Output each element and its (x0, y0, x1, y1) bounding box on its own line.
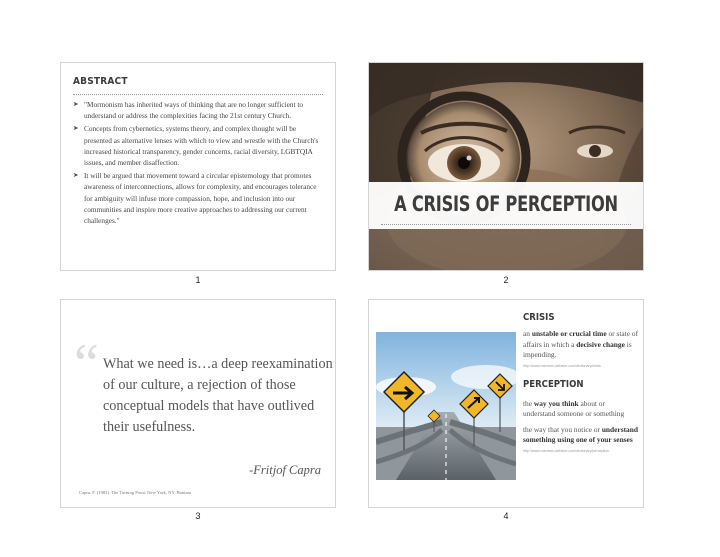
def-text: or state of affairs in which a (523, 329, 639, 349)
def-emphasis: understand something using one of your senses (523, 424, 638, 444)
perception-definition-2 (523, 425, 639, 446)
bullet-item (73, 123, 321, 168)
bullet-item (73, 170, 321, 226)
perception-source-link[interactable]: http://www.merriam-webster.com/dictionary/perception (523, 448, 610, 453)
slide-number: 3 (195, 511, 201, 521)
def-emphasis: way you think (533, 398, 579, 408)
slide-number: 1 (195, 275, 201, 285)
def-text: the way that you notice or (523, 424, 602, 434)
magnifying-glass-photo (369, 63, 644, 271)
bullet-item (73, 99, 321, 121)
quote-mark-icon: “ (74, 333, 99, 395)
slide-definitions[interactable] (368, 299, 644, 508)
arrow-bullet-icon: ➤ (73, 124, 79, 133)
quote-text: What we need is…a deep reexamination of our culture, a rejection of those conceptual models that have outlived their usefulness. (103, 356, 333, 435)
arrow-bullet-icon: ➤ (73, 171, 79, 180)
arrow-bullet-icon: ➤ (73, 100, 79, 108)
crisis-source-link[interactable]: http://www.merriam-webster.com/dictionary/crisis (523, 363, 601, 368)
abstract-bullet-list (73, 99, 321, 228)
def-text: about or understand someone or something (523, 398, 625, 418)
def-text: an (523, 329, 532, 338)
bullet-text: It will be argued that movement toward a circular epistemology that promotes awareness of interconnections, allows for complexity, and encourages tolerance for ambiguity will infuse more compassion, hope, and inclusion into our communities and inspire more creative approaches to addressing our current challenges." (84, 171, 317, 226)
slide-number: 4 (503, 511, 509, 521)
perception-definition-1 (523, 399, 639, 420)
bullet-text: "Mormonism has inherited ways of thinking that are no longer sufficient to understand or address the complexities facing the 21st century Church. (84, 100, 304, 121)
slide-heading: ABSTRACT (73, 76, 128, 87)
slide-title-perception[interactable] (368, 62, 644, 271)
crisis-heading: CRISIS (523, 312, 555, 323)
dotted-divider (73, 94, 323, 95)
crisis-definition (523, 329, 639, 361)
quote-author: -Fritjof Capra (249, 463, 321, 477)
slide-abstract[interactable] (60, 62, 336, 271)
def-emphasis: unstable or crucial time (531, 329, 607, 338)
slide-quote[interactable] (60, 299, 336, 508)
slide-title: A CRISIS OF PERCEPTION (394, 192, 618, 216)
perception-heading: PERCEPTION (523, 378, 584, 390)
bullet-text: Concepts from cybernetics, systems theory, and complex thought will be presented as alternative lenses with which to view and wrestle with the Church's increased historical transparency, gender concerns, racial diversity, LGBTQIA issues, and member disaffection. (84, 124, 319, 168)
def-text: is impending. (523, 339, 632, 359)
slide-number: 2 (503, 275, 509, 285)
def-emphasis: decisive change (576, 339, 625, 349)
road-signs-image (376, 332, 516, 480)
def-text: the (523, 398, 534, 408)
definitions-column (523, 312, 639, 453)
citation: Capra, F. (1982). The Turning Point. New York, NY: Bantam. (79, 490, 193, 495)
dotted-divider (381, 224, 631, 225)
